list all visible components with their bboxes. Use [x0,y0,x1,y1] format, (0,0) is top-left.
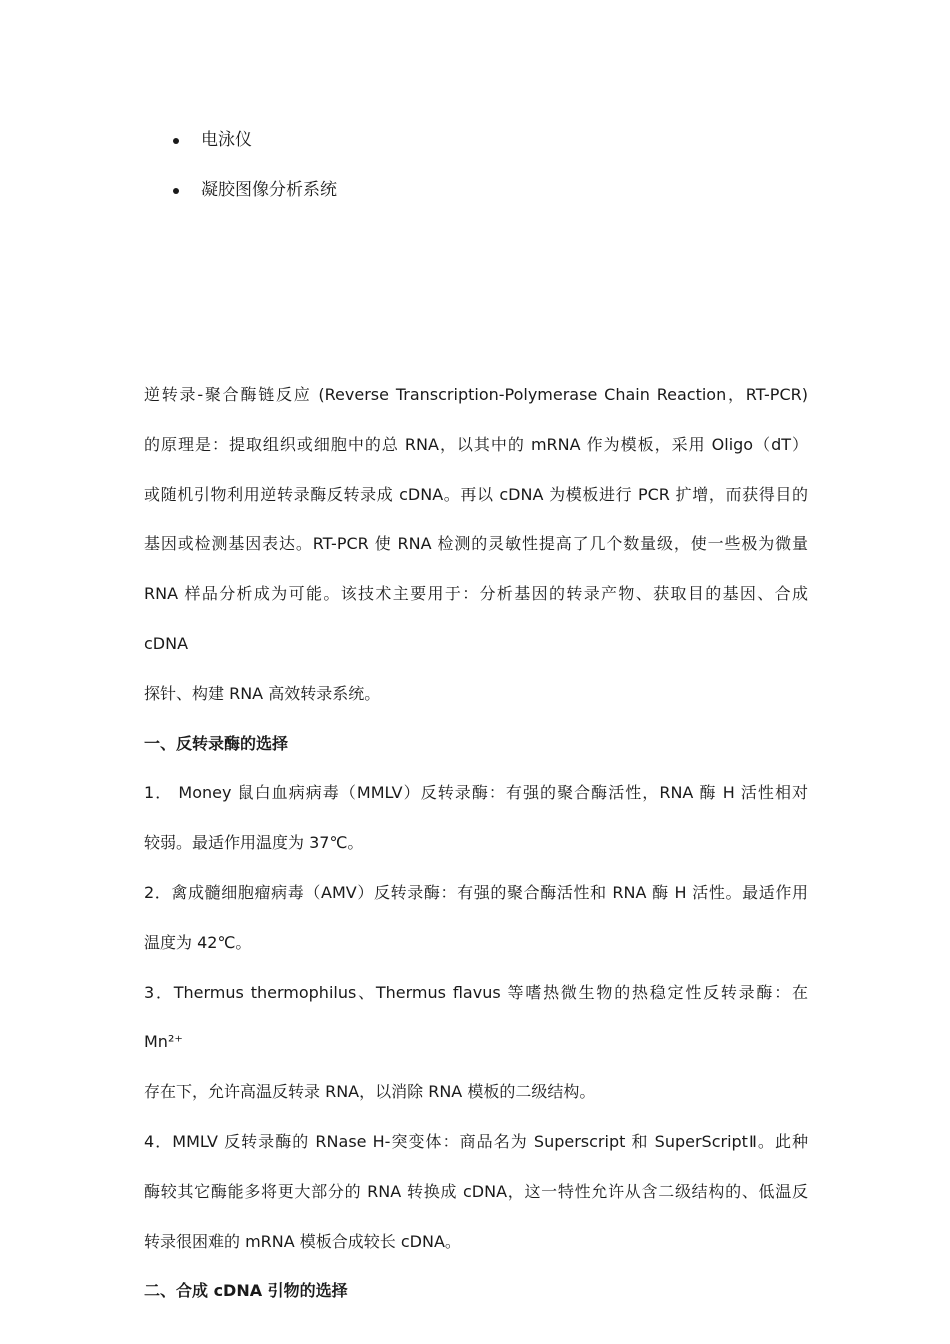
paragraph-line: 1． Money 鼠白血病病毒（MMLV）反转录酶：有强的聚合酶活性，RNA 酶 H 活性相对 [144,783,808,803]
enzyme-item [144,868,808,968]
paragraph-line: 或随机引物利用逆转录酶反转录成 cDNA。再以 cDNA 为模板进行 PCR 扩增，而获得目的 [144,484,808,504]
list-item-text: 电泳仪 [201,130,252,150]
enzyme-item [144,1117,808,1266]
enzyme-item [144,968,808,1117]
document-body [144,370,808,1316]
paragraph-line: 较弱。最适作用温度为 37℃。 [144,833,364,853]
bullet-icon [173,138,179,144]
paragraph-line: 3．Thermus thermophilus、Thermus flavus 等嗜热微生物的热稳定性反转录酶：在 Mn²⁺ [144,982,808,1052]
equipment-list [172,124,337,224]
paragraph-line: 基因或检测基因表达。RT-PCR 使 RNA 检测的灵敏性提高了几个数量级，使一些极为微量 [144,534,808,554]
paragraph-line: 酶较其它酶能多将更大部分的 RNA 转换成 cDNA，这一特性允许从含二级结构的、低温反 [144,1181,808,1201]
paragraph-line: RNA 样品分析成为可能。该技术主要用于：分析基因的转录产物、获取目的基因、合成 cDNA [144,584,808,653]
paragraph-line: 逆转录-聚合酶链反应 (Reverse Transcription-Polymerase Chain Reaction，RT-PCR) [144,385,808,404]
section-heading: 二、合成 cDNA 引物的选择 [144,1281,348,1301]
paragraph-line: 探针、构建 RNA 高效转录系统。 [144,683,381,703]
paragraph-line: 4．MMLV 反转录酶的 RNase H-突变体：商品名为 Superscript 和 SuperScriptⅡ。此种 [144,1131,808,1151]
list-item [172,174,337,224]
enzyme-item [144,768,808,868]
section-heading: 一、反转录酶的选择 [144,733,289,753]
list-item-text: 凝胶图像分析系统 [201,180,337,200]
paragraph-line: 存在下，允许高温反转录 RNA，以消除 RNA 模板的二级结构。 [144,1082,596,1102]
paragraph-line: 的原理是：提取组织或细胞中的总 RNA，以其中的 mRNA 作为模板，采用 Oligo（dT） [144,434,808,454]
paragraph-line: 温度为 42℃。 [144,932,252,952]
bullet-icon [173,188,179,194]
paragraph-line: 转录很困难的 mRNA 模板合成较长 cDNA。 [144,1231,461,1251]
list-item [172,124,337,174]
paragraph-line: 2．禽成髓细胞瘤病毒（AMV）反转录酶：有强的聚合酶活性和 RNA 酶 H 活性。最适作用 [144,882,808,902]
intro-paragraph [144,370,808,719]
